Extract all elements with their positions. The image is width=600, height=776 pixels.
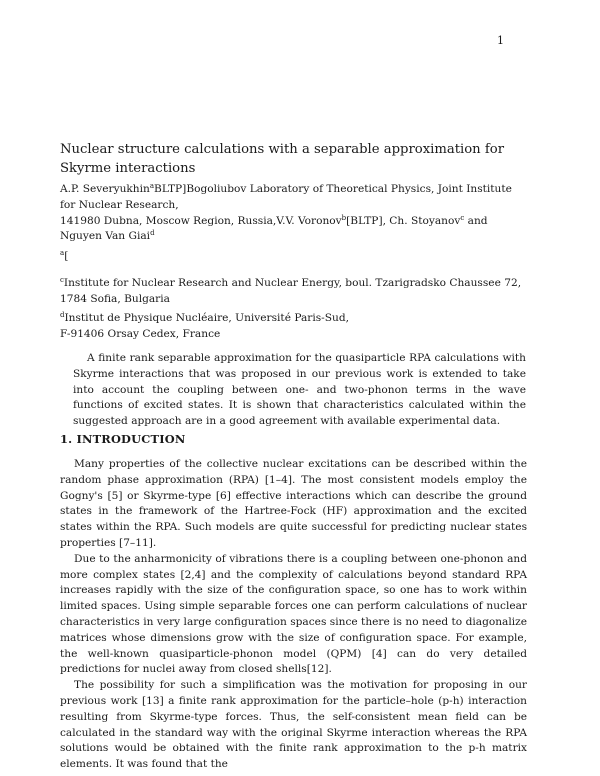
affiliation-line: F-91406 Orsay Cedex, France [60,327,221,340]
affiliation-text: Institut de Physique Nucléaire, Université Paris-Sud, [64,312,349,324]
affiliation-marker: a [60,249,65,257]
affiliation-d [60,311,530,343]
affiliation-line [60,276,530,292]
paragraph: Due to the anharmonicity of vibrations there is a coupling between one-phonon and more complex states [2,4] and the complexity of calculations beyond standard RPA increases rapidly with the size of the configuration space, so one has to work within limited spaces. Using simple separable forces one can perform calculations of nuclear characteristics in very large configuration spaces since there is no need to diagonalize matrices whose dimensions grow with the size of configuration space. For example, the well-known quasiparticle-phonon model (QPM) [4] can do very detailed predictions for nuclei away from closed shells[12]. [60,552,527,676]
paragraph: The possibility for such a simplification was the motivation for proposing in our previous work [13] a finite rank approximation for the particle–hole (p-h) interaction resulting from Skyrme-type forces. Thus, the self-consistent mean field can be calculated in the standard way with the original Skyrme interaction whereas the RPA solutions would be obtained with the finite rank approximation to the p-h matrix elements. It was found that the [60,679,527,771]
author-text: [BLTP], Ch. Stoyanov [346,214,461,227]
abstract [73,351,526,430]
affiliation-c [60,276,530,308]
paper-title: Nuclear structure calculations with a separable approximation for Skyrme interactions [60,142,504,176]
page-number: 1 [497,34,504,47]
affiliation-marker: d [150,229,155,238]
affiliation-line: 1784 Sofia, Bulgaria [60,292,170,305]
author-text: and [464,214,488,227]
affiliation-marker: d [60,311,65,319]
affiliation-text: Institute for Nuclear Research and Nuclear Energy, boul. Tzarigradsko Chaussee 72, [63,277,522,289]
author-list [60,182,530,245]
paragraph: Many properties of the collective nuclear excitations can be described within the random phase approximation (RPA) [1–4]. The most consistent models employ the Gogny's [5] or Skyrme-type [6] effective interactions which can describe the ground states in the framework of the Hartree-Fock (HF) approximation and the excited states within the RPA. Such models are quite successful for predicting nuclear states properties [7–11]. [60,458,527,549]
author-line-1 [60,182,530,198]
author-text: 141980 Dubna, Moscow Region, Russia,V.V. Voronov [60,214,342,227]
affiliation-line [60,311,530,327]
affiliation-marker: c [60,276,64,284]
author-text: BLTP]Bogoliubov Laboratory of Theoretical Physics, Joint Institute [154,183,512,195]
affiliation-a [60,249,530,265]
section-heading: 1. INTRODUCTION [60,432,186,446]
author-line-2: for Nuclear Research, [60,198,179,211]
affiliation-marker: a [149,182,155,190]
affiliation-marker: c [460,213,465,222]
abstract-text: A finite rank separable approximation for the quasiparticle RPA calculations with Skyrme interactions that was proposed in our previous work is extended to take into account the coupling between one- and two-phonon terms in the wave functions of excited states. It is shown that characteristics calculated within the suggested approach are in a good agreement with available experimental data. [73,352,526,428]
affiliation-marker: b [341,213,347,222]
author-line-4 [60,229,530,245]
author-text: Nguyen Van Giai [60,230,151,243]
author-line-3 [60,214,530,230]
affiliation-text: [ [64,250,69,262]
author-text: A.P. Severyukhin [60,183,150,195]
introduction-body [60,457,527,773]
